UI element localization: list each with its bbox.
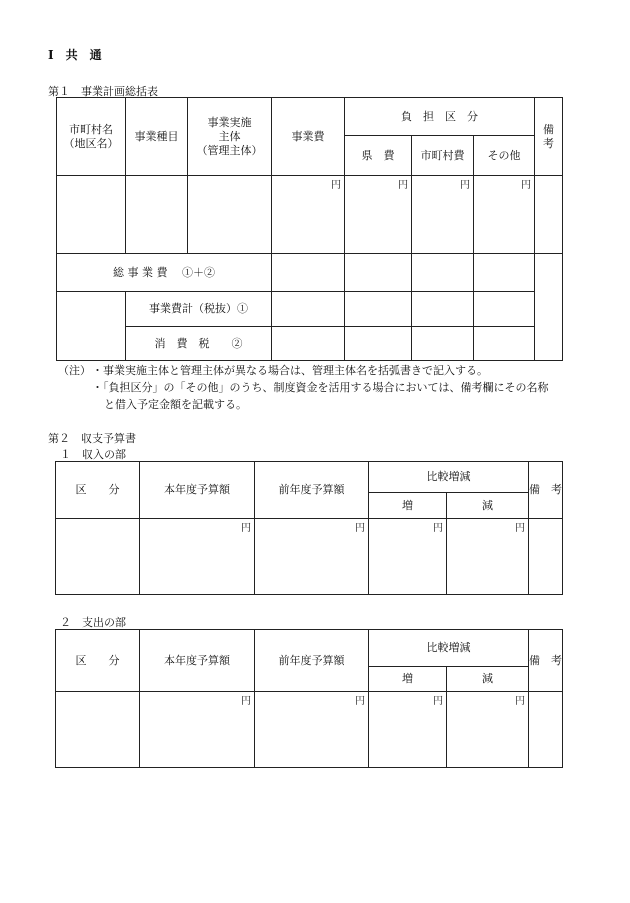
subtotal-pref-cell bbox=[345, 292, 412, 327]
total-other-cell bbox=[474, 254, 535, 292]
income-category-header: 区 分 bbox=[56, 462, 140, 519]
income-remarks-header: 備 考 bbox=[529, 462, 563, 519]
income-increase-cell: 円 bbox=[369, 519, 447, 595]
municipality-header: 市町村名 （地区名） bbox=[57, 98, 126, 176]
note-item-2: ・「負担区分」の「その他」のうち、制度資金を活用する場合においては、備考欄にその名称 bbox=[92, 381, 549, 394]
project-type-header: 事業種目 bbox=[126, 98, 188, 176]
expense-compare-header: 比較増減 bbox=[369, 630, 529, 667]
expense-increase-header: 増 bbox=[369, 667, 447, 692]
implementing-body-header: 事業実施 主体 （管理主体） bbox=[188, 98, 272, 176]
expense-caption: ２ 支出の部 bbox=[60, 616, 126, 629]
plan-table bbox=[56, 97, 576, 361]
income-category-cell bbox=[56, 519, 140, 595]
expense-increase-cell: 円 bbox=[369, 692, 447, 768]
plan-caption: 第１ 事業計画総括表 bbox=[48, 85, 158, 98]
municipal-cost-cell: 円 bbox=[412, 176, 474, 254]
expense-remarks-header: 備 考 bbox=[529, 630, 563, 692]
budget-caption: 第２ 収支予算書 bbox=[48, 432, 136, 445]
income-this-year-cell: 円 bbox=[140, 519, 255, 595]
expense-last-year-cell: 円 bbox=[255, 692, 369, 768]
expense-decrease-header: 減 bbox=[447, 667, 529, 692]
project-cost-cell: 円 bbox=[272, 176, 345, 254]
implementing-body-cell bbox=[188, 176, 272, 254]
municipal-cost-header: 市町村費 bbox=[412, 136, 474, 176]
income-remarks-cell bbox=[529, 519, 563, 595]
income-decrease-header: 減 bbox=[447, 493, 529, 519]
total-remarks-cell bbox=[535, 254, 563, 361]
tax-label: 消 費 税 ② bbox=[126, 327, 272, 361]
municipality-cell bbox=[57, 176, 126, 254]
tax-muni-cell bbox=[412, 327, 474, 361]
subtotal-label: 事業費計（税抜）① bbox=[126, 292, 272, 327]
income-increase-header: 増 bbox=[369, 493, 447, 519]
note-item-1: ・事業実施主体と管理主体が異なる場合は、管理主体名を括弧書きで記入する。 bbox=[92, 364, 488, 377]
subtotal-muni-cell bbox=[412, 292, 474, 327]
expense-this-year-cell: 円 bbox=[140, 692, 255, 768]
total-cost-label: 総 事 業 費 ①＋② bbox=[57, 254, 272, 292]
project-type-cell bbox=[126, 176, 188, 254]
expense-this-year-header: 本年度予算額 bbox=[140, 630, 255, 692]
tax-cost-cell bbox=[272, 327, 345, 361]
remarks-cell bbox=[535, 176, 563, 254]
prefecture-cost-cell: 円 bbox=[345, 176, 412, 254]
subtotal-other-cell bbox=[474, 292, 535, 327]
section-title: Ⅰ 共 通 bbox=[48, 48, 102, 62]
prefecture-cost-header: 県 費 bbox=[345, 136, 412, 176]
expense-last-year-header: 前年度予算額 bbox=[255, 630, 369, 692]
subtotal-cost-cell bbox=[272, 292, 345, 327]
income-last-year-cell: 円 bbox=[255, 519, 369, 595]
tax-pref-cell bbox=[345, 327, 412, 361]
notes-prefix: （注） bbox=[58, 364, 91, 377]
income-table bbox=[55, 461, 563, 595]
income-caption: １ 収入の部 bbox=[60, 448, 126, 461]
income-compare-header: 比較増減 bbox=[369, 462, 529, 493]
other-cost-cell: 円 bbox=[474, 176, 535, 254]
total-pref-cell bbox=[345, 254, 412, 292]
expense-category-header: 区 分 bbox=[56, 630, 140, 692]
burden-division-header: 負 担 区 分 bbox=[345, 98, 535, 136]
expense-category-cell bbox=[56, 692, 140, 768]
note-item-2-cont: と借入予定金額を記載する。 bbox=[104, 398, 247, 411]
expense-decrease-cell: 円 bbox=[447, 692, 529, 768]
tax-other-cell bbox=[474, 327, 535, 361]
project-cost-header: 事業費 bbox=[272, 98, 345, 176]
income-last-year-header: 前年度予算額 bbox=[255, 462, 369, 519]
summary-spacer bbox=[57, 292, 126, 361]
remarks-header: 備 考 bbox=[535, 98, 563, 176]
total-muni-cell bbox=[412, 254, 474, 292]
expense-table bbox=[55, 629, 563, 768]
income-decrease-cell: 円 bbox=[447, 519, 529, 595]
income-this-year-header: 本年度予算額 bbox=[140, 462, 255, 519]
expense-remarks-cell bbox=[529, 692, 563, 768]
total-cost-cell bbox=[272, 254, 345, 292]
other-cost-header: その他 bbox=[474, 136, 535, 176]
